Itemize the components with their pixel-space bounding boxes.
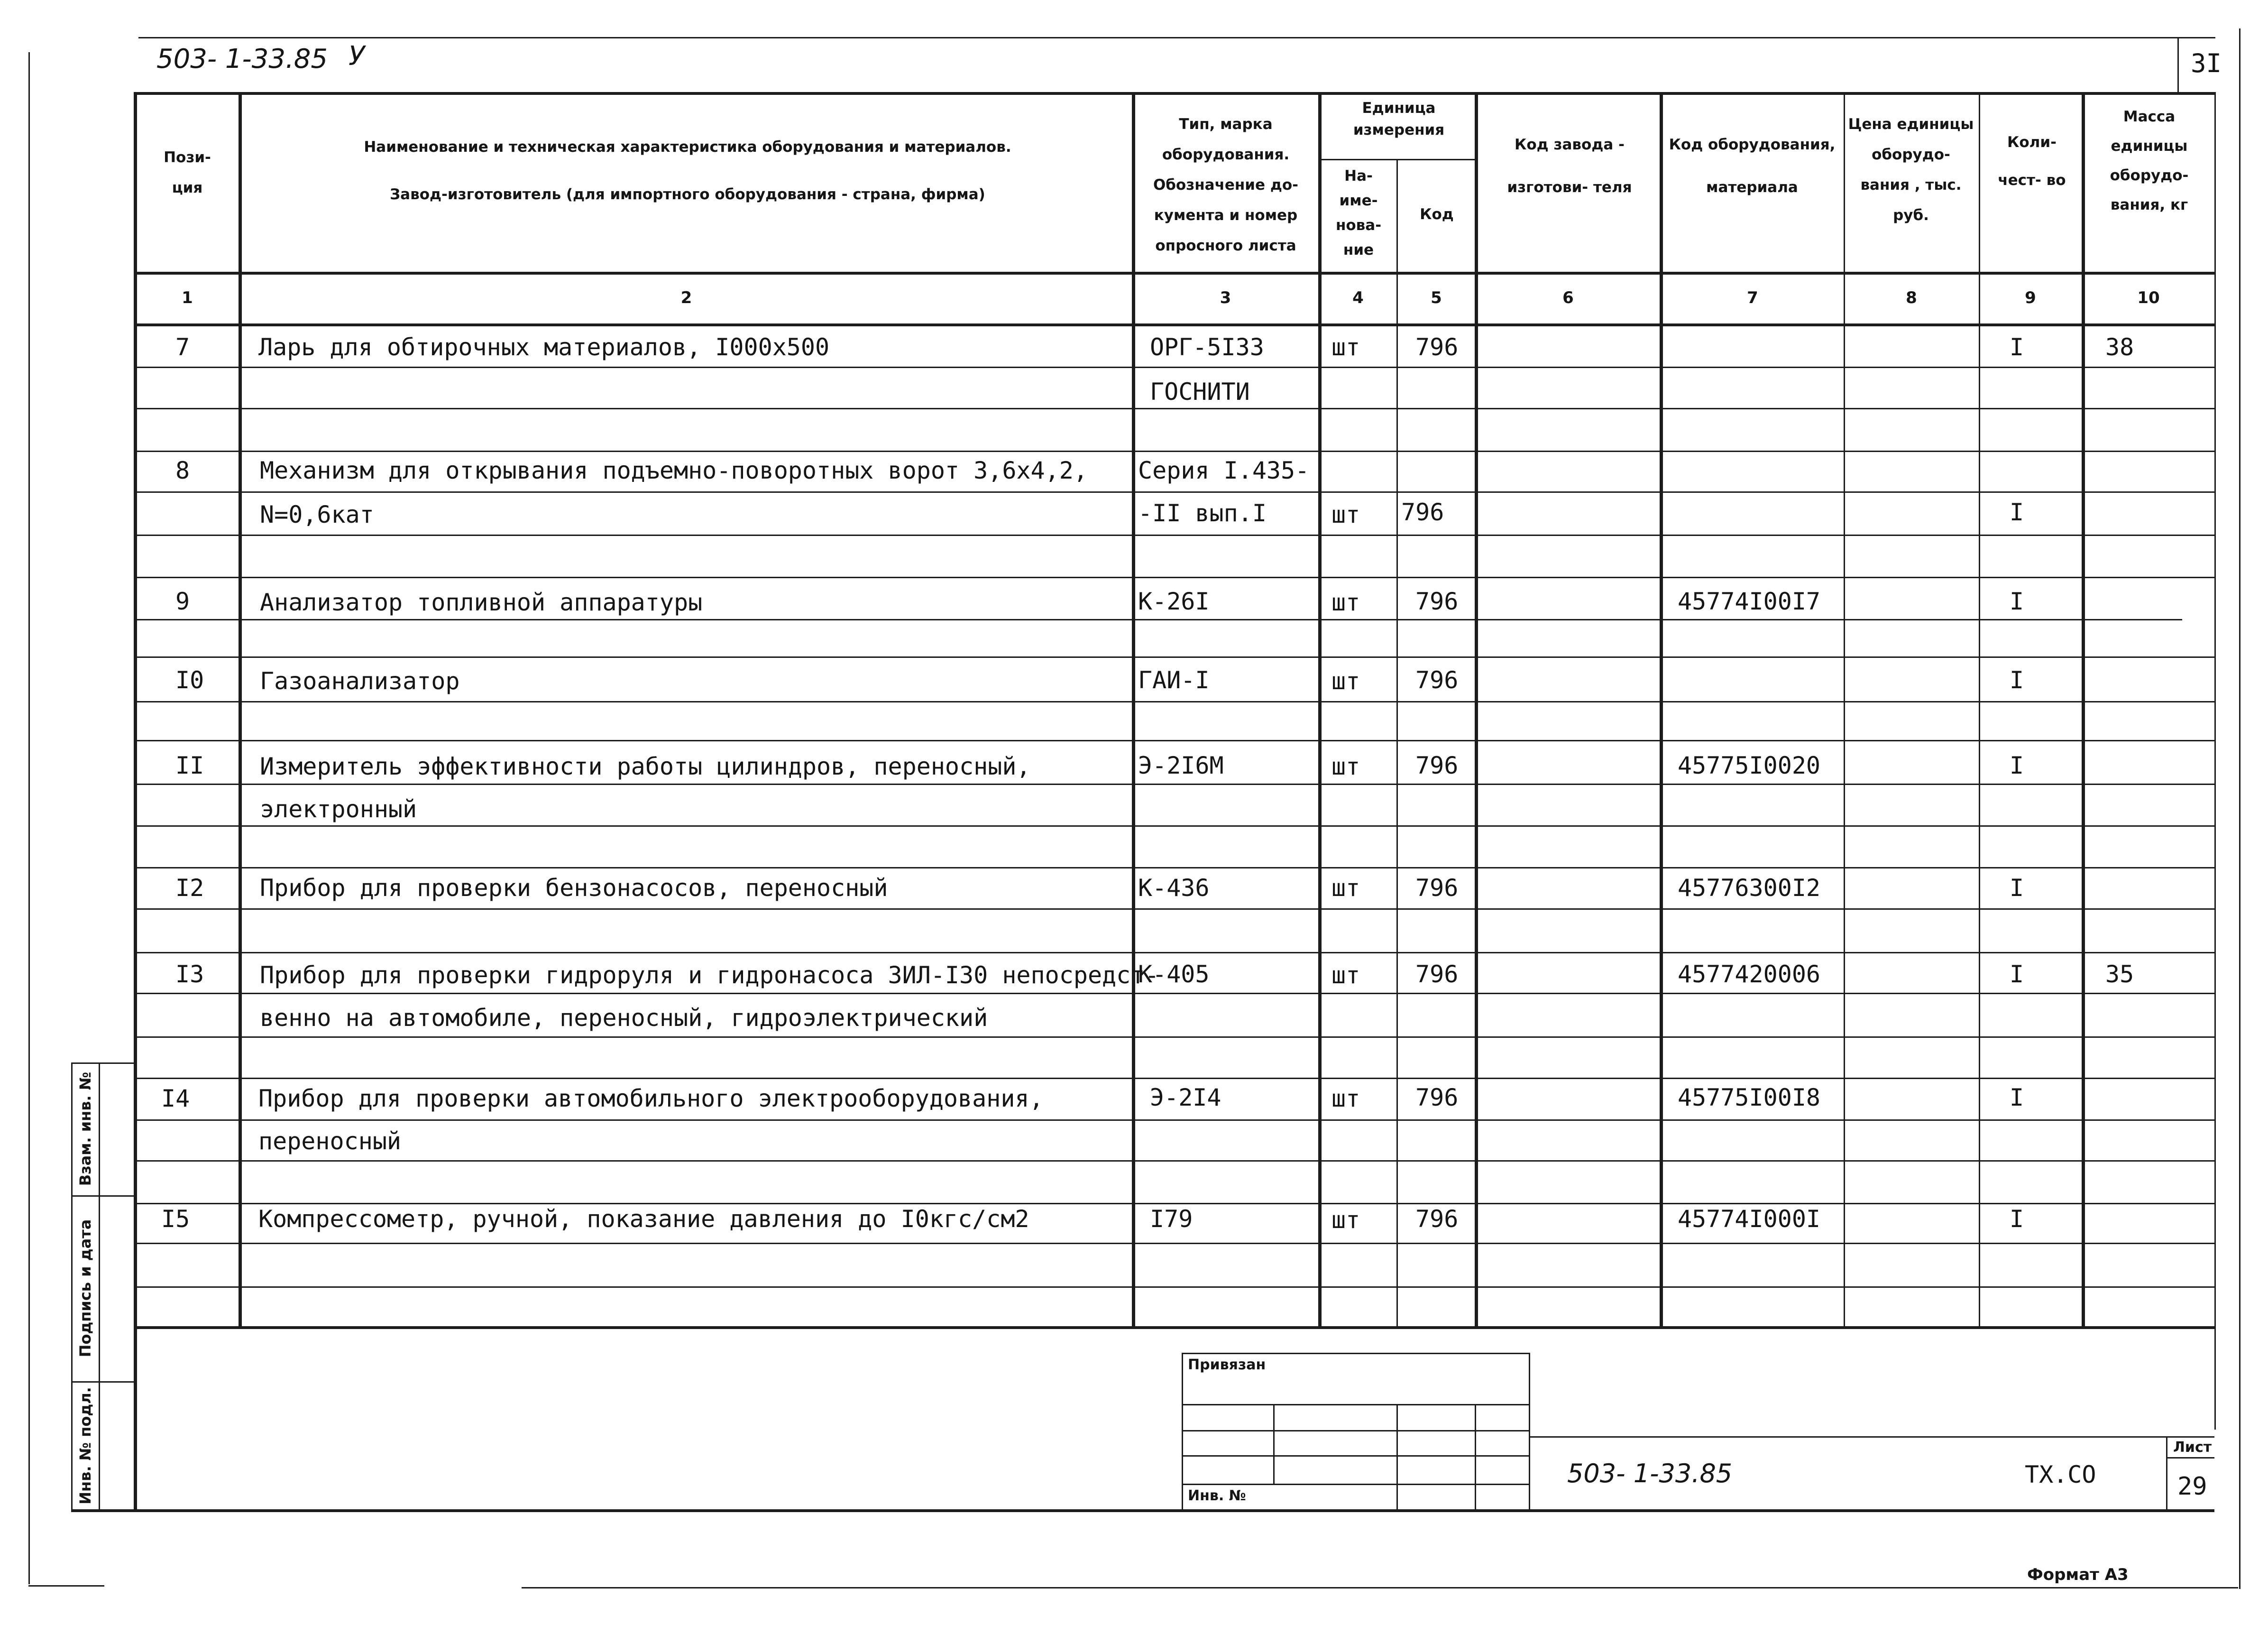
row-rule xyxy=(134,1243,2215,1244)
row-quantity: I xyxy=(2010,588,2024,615)
row-position: I0 xyxy=(175,666,204,694)
side-label-inv: Инв. № подл. xyxy=(76,1387,94,1505)
row-name: Измеритель эффективности работы цилиндров, переносный, xyxy=(260,753,1031,780)
format-label: Формат А3 xyxy=(2027,1565,2129,1584)
header-bottom-rule xyxy=(134,272,2215,275)
header-unit-code: Код xyxy=(1420,206,1454,223)
side-strip-inner xyxy=(99,1062,100,1511)
col-divider-7 xyxy=(1844,92,1845,1327)
row-equipment-code: 45775I00I8 xyxy=(1678,1084,1821,1111)
row-unit: шт xyxy=(1331,501,1360,528)
row-equipment-code: 4577420006 xyxy=(1678,960,1821,988)
document-code-suffix: У xyxy=(349,41,365,72)
col-divider-1 xyxy=(239,92,242,1327)
row-rule xyxy=(134,656,2215,658)
row-position: 9 xyxy=(175,588,190,615)
row-type: I79 xyxy=(1150,1205,1193,1233)
row-equipment-code: 45776300I2 xyxy=(1678,874,1821,902)
row-name: Газоанализатор xyxy=(260,667,460,695)
stamp-grid-col xyxy=(1396,1404,1398,1510)
stamp-grid-rule xyxy=(1182,1455,1530,1457)
row-position: I5 xyxy=(161,1205,190,1233)
row-unit-code: 796 xyxy=(1415,874,1459,902)
stamp-grid-rule xyxy=(1182,1404,1530,1405)
row-type: К-26I xyxy=(1138,588,1210,615)
col-divider-4 xyxy=(1396,159,1398,1327)
row-type: Серия I.435- xyxy=(1138,457,1310,484)
row-unit-code: 796 xyxy=(1415,333,1459,361)
header-price: Цена единицы оборудо- вания , тыс. руб. xyxy=(1848,116,1974,224)
header-mass: Масса единицы оборудо- вания, кг xyxy=(2110,108,2189,213)
frame-bottom-rule xyxy=(71,1509,2214,1512)
row-position: 7 xyxy=(175,333,190,361)
header-name-line1: Наименование и техническая характеристика оборудования и материалов. xyxy=(364,138,1011,156)
row-name: Прибор для проверки автомобильного электрооборудования, xyxy=(258,1085,1044,1112)
column-number-4: 4 xyxy=(1352,288,1364,307)
row-name: Прибор для проверки гидроруля и гидронасоса ЗИЛ-I30 непосредст- xyxy=(260,961,1159,989)
col-divider-9 xyxy=(2082,92,2085,1327)
row-mass: 35 xyxy=(2105,960,2134,988)
column-number-5: 5 xyxy=(1431,288,1442,307)
header-position: Пози- ция xyxy=(164,149,211,196)
row-name: переносный xyxy=(258,1127,402,1155)
row-position: II xyxy=(175,752,204,779)
row-quantity: I xyxy=(2010,1084,2024,1111)
row-position: I4 xyxy=(161,1085,190,1112)
stamp-list-number: 29 xyxy=(2177,1472,2207,1501)
row-rule xyxy=(134,993,2215,994)
row-rule xyxy=(134,1160,2215,1162)
row-equipment-code: 45774I000I xyxy=(1678,1205,1821,1233)
page-box-left xyxy=(2177,37,2179,94)
table-top xyxy=(134,92,2215,95)
title-block-top xyxy=(1529,1436,2214,1438)
row-rule xyxy=(134,451,2215,452)
row-quantity: I xyxy=(2010,752,2024,779)
row-unit: шт xyxy=(1331,1206,1360,1234)
side-label-vzam: Взам. инв. № xyxy=(76,1071,94,1186)
row-name: Компрессометр, ручной, показание давления до I0кгс/см2 xyxy=(258,1205,1029,1233)
stamp-right xyxy=(1529,1353,1530,1510)
row-rule xyxy=(134,701,2215,702)
header-type: Тип, марка оборудования. Обозначение до- кумента и номер опросного листа xyxy=(1153,116,1299,254)
row-quantity: I xyxy=(2010,499,2024,526)
side-label-podpis: Подпись и дата xyxy=(76,1219,94,1357)
col-divider-8 xyxy=(1979,92,1980,1327)
list-box-rule xyxy=(2166,1457,2214,1459)
row-quantity: I xyxy=(2010,666,2024,694)
row-unit: шт xyxy=(1331,961,1360,989)
page-number-top: 3I xyxy=(2191,48,2222,78)
row-rule xyxy=(134,825,2215,827)
header-unit-name: На- име- нова- ние xyxy=(1335,167,1382,259)
row-rule xyxy=(134,1286,2215,1288)
row-rule xyxy=(134,1119,2215,1121)
row-quantity: I xyxy=(2010,960,2024,988)
stamp-inv-no: Инв. № xyxy=(1188,1487,1246,1504)
stamp-code: 503- 1-33.85 xyxy=(1567,1459,1733,1488)
side-strip-left xyxy=(71,1062,73,1511)
row-name: электронный xyxy=(260,795,417,823)
row-rule xyxy=(134,1078,2215,1079)
row-type: -II вып.I xyxy=(1138,499,1267,527)
header-unit: Единица измерения xyxy=(1353,100,1445,138)
row-unit-code: 796 xyxy=(1415,1084,1459,1111)
stamp-tx: ТХ.СО xyxy=(2025,1461,2096,1488)
row-name: венно на автомобиле, переносный, гидроэлектрический xyxy=(260,1004,988,1032)
row-unit-code: 796 xyxy=(1415,666,1459,694)
row-name: Механизм для открывания подъемно-поворотных ворот 3,6х4,2, xyxy=(260,457,1088,484)
column-number-1: 1 xyxy=(182,288,193,307)
row-type: ГАИ-I xyxy=(1138,666,1210,694)
row-type: ГОСНИТИ xyxy=(1150,378,1250,406)
col-divider-3 xyxy=(1318,92,1322,1327)
side-strip-rule xyxy=(71,1381,134,1383)
row-rule xyxy=(134,952,2215,953)
row-position: 8 xyxy=(175,457,190,484)
row-quantity: I xyxy=(2010,874,2024,902)
row-unit-code: 796 xyxy=(1401,499,1444,526)
row-position: I3 xyxy=(175,960,204,988)
row-rule xyxy=(134,784,2215,785)
stamp-grid-col xyxy=(1475,1404,1476,1510)
row-unit: шт xyxy=(1331,333,1360,361)
row-rule xyxy=(134,867,2215,868)
column-number-3: 3 xyxy=(1220,288,1231,307)
row-quantity: I xyxy=(2010,333,2024,361)
col-divider-6 xyxy=(1660,92,1663,1327)
col-divider-5 xyxy=(1475,92,1478,1327)
table-left xyxy=(134,92,137,1510)
page-right-border xyxy=(2239,28,2240,1589)
table-body-bottom xyxy=(134,1326,2215,1329)
header-name-line2: Завод-изготовитель (для импортного оборудования - страна, фирма) xyxy=(390,186,985,203)
row-rule xyxy=(134,908,2215,910)
header-quantity: Коли- чест- во xyxy=(1998,134,2066,189)
row-rule xyxy=(134,408,2215,409)
page-left-border xyxy=(28,52,30,1584)
row-equipment-code: 45775I0020 xyxy=(1678,752,1821,779)
row-unit: шт xyxy=(1331,667,1360,695)
row-rule xyxy=(134,1203,2215,1204)
row-unit: шт xyxy=(1331,874,1360,902)
column-number-7: 7 xyxy=(1747,288,1758,307)
stamp-list-label: Лист xyxy=(2173,1439,2212,1456)
side-strip-top xyxy=(71,1062,134,1064)
row-unit-code: 796 xyxy=(1415,588,1459,615)
column-number-6: 6 xyxy=(1562,288,1574,307)
row-rule xyxy=(134,535,2215,536)
stamp-grid-rule xyxy=(1182,1484,1530,1485)
row-rule xyxy=(134,577,2215,578)
column-number-8: 8 xyxy=(1906,288,1917,307)
header-factory-code: Код завода - изготови- теля xyxy=(1507,136,1632,196)
row-type: Э-2I4 xyxy=(1150,1084,1221,1111)
row-type: Э-2I6М xyxy=(1138,752,1224,779)
list-box-left xyxy=(2166,1436,2167,1510)
row-unit-code: 796 xyxy=(1415,1205,1459,1233)
row-unit: шт xyxy=(1331,1085,1360,1112)
row-rule xyxy=(134,367,2215,368)
side-strip-rule xyxy=(71,1195,134,1197)
stamp-grid-col xyxy=(1273,1404,1275,1485)
row-unit: шт xyxy=(1331,589,1360,616)
row-name: Анализатор топливной аппаратуры xyxy=(260,589,703,616)
row-type: ОРГ-5I33 xyxy=(1150,333,1264,361)
row-unit-code: 796 xyxy=(1415,752,1459,779)
row-type: К-436 xyxy=(1138,874,1210,902)
column-number-9: 9 xyxy=(2025,288,2036,307)
row-equipment-code: 45774I00I7 xyxy=(1678,588,1821,615)
title-top-rule xyxy=(138,37,2215,38)
col-divider-2 xyxy=(1132,92,1135,1327)
row-rule xyxy=(134,1036,2215,1038)
page-bottom-border xyxy=(28,1585,104,1587)
page-bottom-border-right xyxy=(522,1587,2238,1588)
row-name: N=0,6кат xyxy=(260,501,374,528)
row-rule xyxy=(134,491,2215,493)
row-unit-code: 796 xyxy=(1415,960,1459,988)
document-code-top: 503- 1-33.85 xyxy=(156,44,328,74)
row-unit: шт xyxy=(1331,753,1360,780)
row-type: К-405 xyxy=(1138,960,1210,988)
row-rule xyxy=(134,740,2215,741)
row-quantity: I xyxy=(2010,1205,2024,1233)
stamp-left xyxy=(1182,1353,1183,1510)
stamp-top xyxy=(1182,1353,1530,1354)
row-position: I2 xyxy=(175,874,204,902)
row-name: Ларь для обтирочных материалов, I000х500 xyxy=(258,333,830,361)
column-number-2: 2 xyxy=(680,288,692,307)
row-rule xyxy=(134,619,2182,620)
column-number-10: 10 xyxy=(2137,288,2160,307)
col-numbers-bottom-rule xyxy=(134,323,2215,326)
table-right xyxy=(2214,92,2216,1430)
row-mass: 38 xyxy=(2105,333,2134,361)
header-equipment-code: Код оборудования, материала xyxy=(1669,136,1836,196)
row-name: Прибор для проверки бензонасосов, переносный xyxy=(260,874,888,902)
stamp-privyazan: Привязан xyxy=(1188,1357,1266,1373)
stamp-grid-rule xyxy=(1182,1430,1530,1431)
